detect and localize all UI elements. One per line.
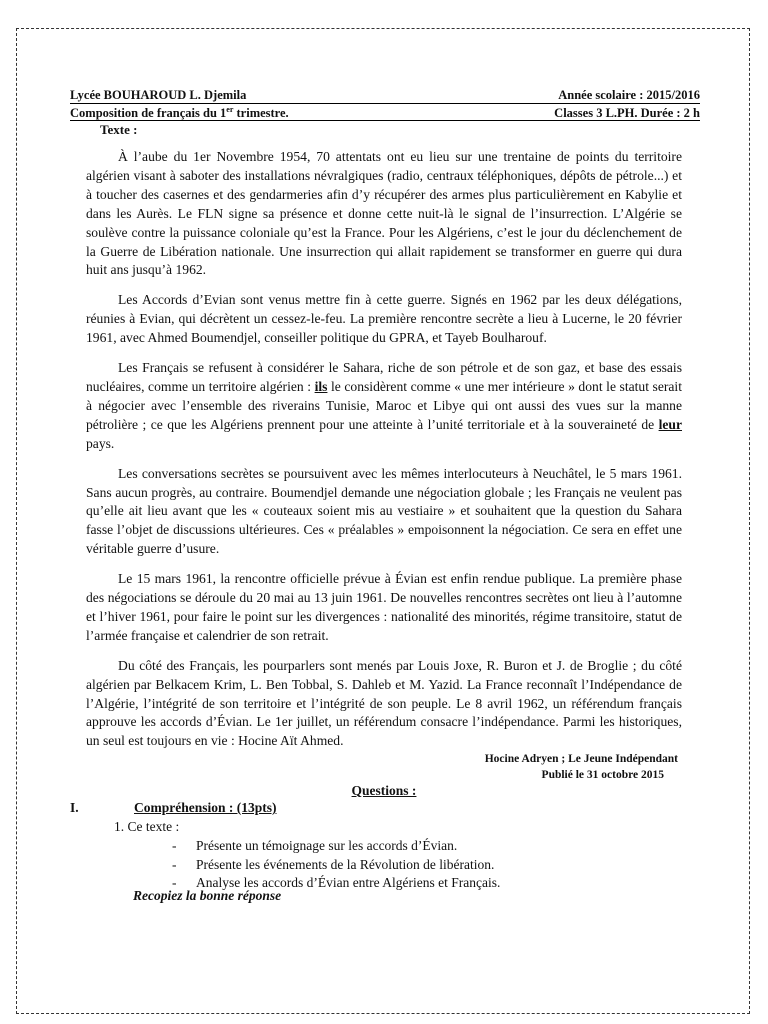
underlined-leur: leur (658, 416, 682, 432)
paragraph-6: Du côté des Français, les pourparlers sont menés par Louis Joxe, R. Buron et J. de Broglie ; du côté algérien par Belkacem Krim, L. Ben Tobbal, S. Dahleb et M. Yazid. La France reconnaît l’Indépendance de l’Algérie, l’intégrité de son territoire et l’intégrité de son peuple. Le 8 avril 1962, un référendum français approuve les accords d’Évian. Le 1er juillet, un référendum consacre l’indépendance. Parmi les historiques, un seul est toujours en vie : Hocine Aït Ahmed. (86, 657, 682, 749)
underlined-ils: ils (314, 378, 328, 394)
questions-title: Questions : (351, 783, 417, 798)
source-author: Hocine Adryen ; Le Jeune Indépendant (484, 753, 678, 765)
section-number: I. (70, 800, 79, 815)
texte-label: Texte : (100, 122, 138, 137)
paragraph-3: Les Français se refusent à considérer le Sahara, riche de son pétrole et de son gaz, et base des essais nucléaires, comme un territoire algérien : ils le considèrent comme « une mer intérieure » dont le statut serait à négocier avec l’ensemble des riverains Tunisie, Maroc et Libye qui ont aussi des vues sur la manne pétrolière ; ce que les Algériens prennent pour une atteinte à l’unité territoriale et à la souveraineté de leur pays. (86, 360, 682, 451)
paragraph-4: Les conversations secrètes se poursuivent avec les mêmes interlocuteurs à Neuchâtel, le 5 mars 1961. Sans aucun progrès, au contraire. Boumendjel demande une négociation globale ; les Français ne veulent pas qu’elle ait lieu avant que les « couteaux soient mis au vestiaire » et souhaitent que la question du Sahara fasse l’objet de discussions ultérieures. Ces « préalables » empoisonnent la négociation. Ce sera en effet une véritable guerre d’usure. (86, 465, 682, 557)
source-date: Publié le 31 octobre 2015 (541, 769, 664, 781)
source-citation (485, 751, 678, 783)
school-year: Année scolaire : 2015/2016 (558, 88, 700, 102)
paragraph-2: Les Accords d’Evian sont venus mettre fin à cette guerre. Signés en 1962 par les deux délégations, réunies à Evian, qui décrètent un cessez-le-feu. La première rencontre secrète a lieu à Lucerne, le 20 février 1961, avec Ahmed Boumendjel, conseiller politique du GPRA, et Tayeb Boulharouf. (86, 292, 682, 346)
composition-title: Composition de français du 1er trimestre. (70, 104, 289, 120)
paragraph-1: À l’aube du 1er Novembre 1954, 70 attentats ont eu lieu sur une trentaine de points du territoire algérien visant à saboter des installations névralgiques (radio, centraux téléphoniques, dépôts de pétrole...) et à toucher des casernes et des gendarmeries afin d’y récupérer des armes plus particulièrement en Kabylie et dans les Aurès. Le FLN signe sa présence et donne cette nuit-là le signal de l’insurrection. L’Algérie se soulève contre la puissance coloniale qu’est la France. Pour les Algériens, c’est le jour du déclenchement de la Guerre de Libération nationale. Une insurrection qui allait rapidement se transformer en guerre qui dura huit ans jusqu’à 1962. (86, 149, 682, 278)
class-duration: Classes 3 L.PH. Durée : 2 h (554, 106, 700, 120)
section-title: Compréhension : (13pts) (134, 800, 277, 815)
option-item: - Analyse les accords d’Évian entre Algériens et Français. (172, 875, 501, 890)
header-row-1 (70, 88, 700, 103)
question-1-options (172, 837, 500, 893)
option-item: - Présente un témoignage sur les accords d’Évian. (172, 838, 458, 853)
school-name: Lycée BOUHAROUD L. Djemila (70, 88, 247, 102)
header-row-2 (70, 106, 700, 121)
section-heading (70, 800, 277, 816)
paragraph-5: Le 15 mars 1961, la rencontre officielle prévue à Évian est enfin rendue publique. La première phase des négociations se déroule du 20 mai au 13 juin 1961. De nouvelles rencontres secrètes ont lieu à l’automne et l’hiver 1961, pour faire le point sur les divergences : nationalité des minorités, régime transitoire, statut de l’armée française et calendrier de son retrait. (86, 571, 682, 643)
article-body (86, 148, 682, 762)
header-rule-1 (70, 103, 700, 104)
option-item: - Présente les événements de la Révolution de libération. (172, 856, 495, 872)
header-rule-2 (70, 120, 700, 121)
instruction-text: Recopiez la bonne réponse (133, 888, 282, 903)
question-1-label: 1. Ce texte : (114, 819, 180, 834)
